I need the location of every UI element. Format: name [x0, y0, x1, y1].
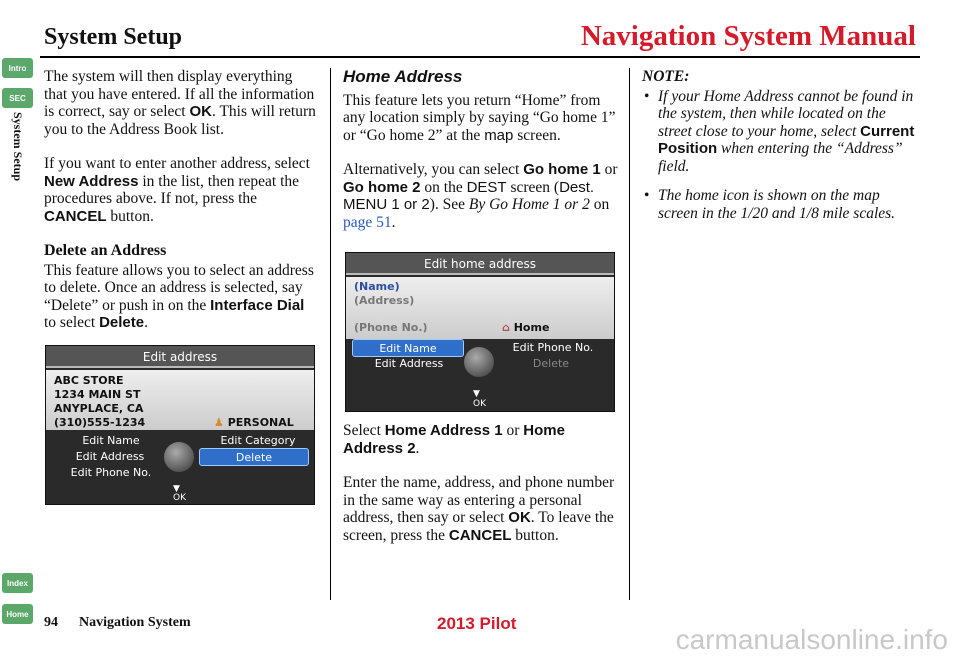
down-arrow-icon: ▼	[173, 484, 180, 494]
page-number: 94	[44, 615, 58, 630]
edit-address-screenshot	[45, 345, 315, 505]
home-tab[interactable]: Home	[2, 604, 33, 624]
paragraph: This feature lets you return “Home” from any location simply by saying “Go home 1” or “Go home 2” at the map screen.	[343, 91, 616, 144]
manual-title: Navigation System Manual	[580, 20, 916, 52]
home-category: ⌂ Home	[502, 321, 550, 334]
model-label: 2013 Pilot	[437, 614, 517, 633]
list-item: • The home icon is shown on the map screen in the 1/20 and 1/8 mile scales.	[642, 187, 917, 222]
interface-dial-icon	[464, 347, 494, 377]
footer-section: Navigation System	[79, 615, 191, 630]
interface-dial-icon	[164, 442, 194, 472]
index-tab[interactable]: Index	[2, 573, 33, 593]
address-line: ABC STORE	[54, 374, 124, 387]
ok-label: OK	[473, 399, 486, 409]
watermark: carmanualsonline.info	[675, 624, 948, 655]
edit-home-address-screenshot	[345, 252, 615, 412]
ok-label: OK	[173, 493, 186, 503]
home-icon: ⌂	[502, 321, 510, 334]
screen-title: Edit address	[46, 346, 314, 368]
person-icon: ♟	[214, 416, 224, 429]
paragraph: Alternatively, you can select Go home 1 or Go home 2 on the DEST screen (Dest. MENU 1 or 2). See By Go Home 1 or 2 on page 51.	[343, 161, 618, 231]
address-line: (310)555-1234	[54, 416, 146, 429]
home-info-panel	[346, 277, 614, 339]
section-heading-home: Home Address	[343, 67, 463, 86]
edit-address-button[interactable]: Edit Address	[75, 450, 145, 463]
delete-button[interactable]: Delete	[532, 357, 570, 370]
list-item: • If your Home Address cannot be found in the system, then while located on the street close to your home, select Current Position when entering the “Address” field.	[642, 88, 917, 176]
page-title: System Setup	[44, 24, 183, 50]
delete-button[interactable]: Delete	[199, 448, 309, 466]
intro-tab[interactable]: Intro	[2, 58, 33, 78]
address-line: 1234 MAIN ST	[54, 388, 141, 401]
down-arrow-icon: ▼	[473, 389, 480, 399]
address-field: (Address)	[354, 294, 415, 307]
personal-category: ♟ PERSONAL	[214, 416, 294, 429]
paragraph: Select Home Address 1 or Home Address 2.	[343, 422, 565, 457]
edit-name-button[interactable]: Edit Name	[82, 434, 140, 447]
section-heading-delete: Delete an Address	[44, 242, 167, 259]
phone-field: (Phone No.)	[354, 321, 428, 334]
header-divider	[40, 56, 920, 58]
side-section-label: System Setup	[11, 112, 25, 182]
screen-title: Edit home address	[346, 253, 614, 275]
page-link[interactable]: page 51	[343, 213, 392, 231]
sec-tab[interactable]: SEC	[2, 88, 33, 108]
edit-name-button[interactable]: Edit Name	[352, 339, 464, 357]
edit-phone-button[interactable]: Edit Phone No.	[70, 466, 152, 479]
column-2-lower	[343, 422, 618, 561]
paragraph: Enter the name, address, and phone number in the same way as entering a personal address, then say or select OK. To leave the screen, press the CANCEL button.	[343, 474, 615, 544]
paragraph: If you want to enter another address, select New Address in the list, then repeat the procedures above. If not, press the CANCEL button.	[44, 155, 310, 225]
edit-category-button[interactable]: Edit Category	[220, 434, 296, 447]
address-panel	[46, 370, 314, 430]
paragraph: The system will then display everything that you have entered. If all the information is correct, say or select OK. This will return you to the Address Book list.	[44, 68, 316, 138]
column-1	[44, 68, 319, 349]
edit-address-button[interactable]: Edit Address	[374, 357, 444, 370]
name-field: (Name)	[354, 280, 400, 293]
note-heading: NOTE:	[642, 68, 690, 85]
paragraph: This feature allows you to select an address to delete. Once an address is selected, say “Delete” or push in on the Interface Dial to select Delete.	[44, 261, 314, 331]
column-3	[642, 68, 917, 234]
edit-phone-button[interactable]: Edit Phone No.	[512, 341, 594, 354]
address-line: ANYPLACE, CA	[54, 402, 144, 415]
column-divider	[629, 68, 630, 600]
note-list	[642, 88, 917, 223]
column-2	[343, 68, 618, 248]
column-divider	[330, 68, 331, 600]
